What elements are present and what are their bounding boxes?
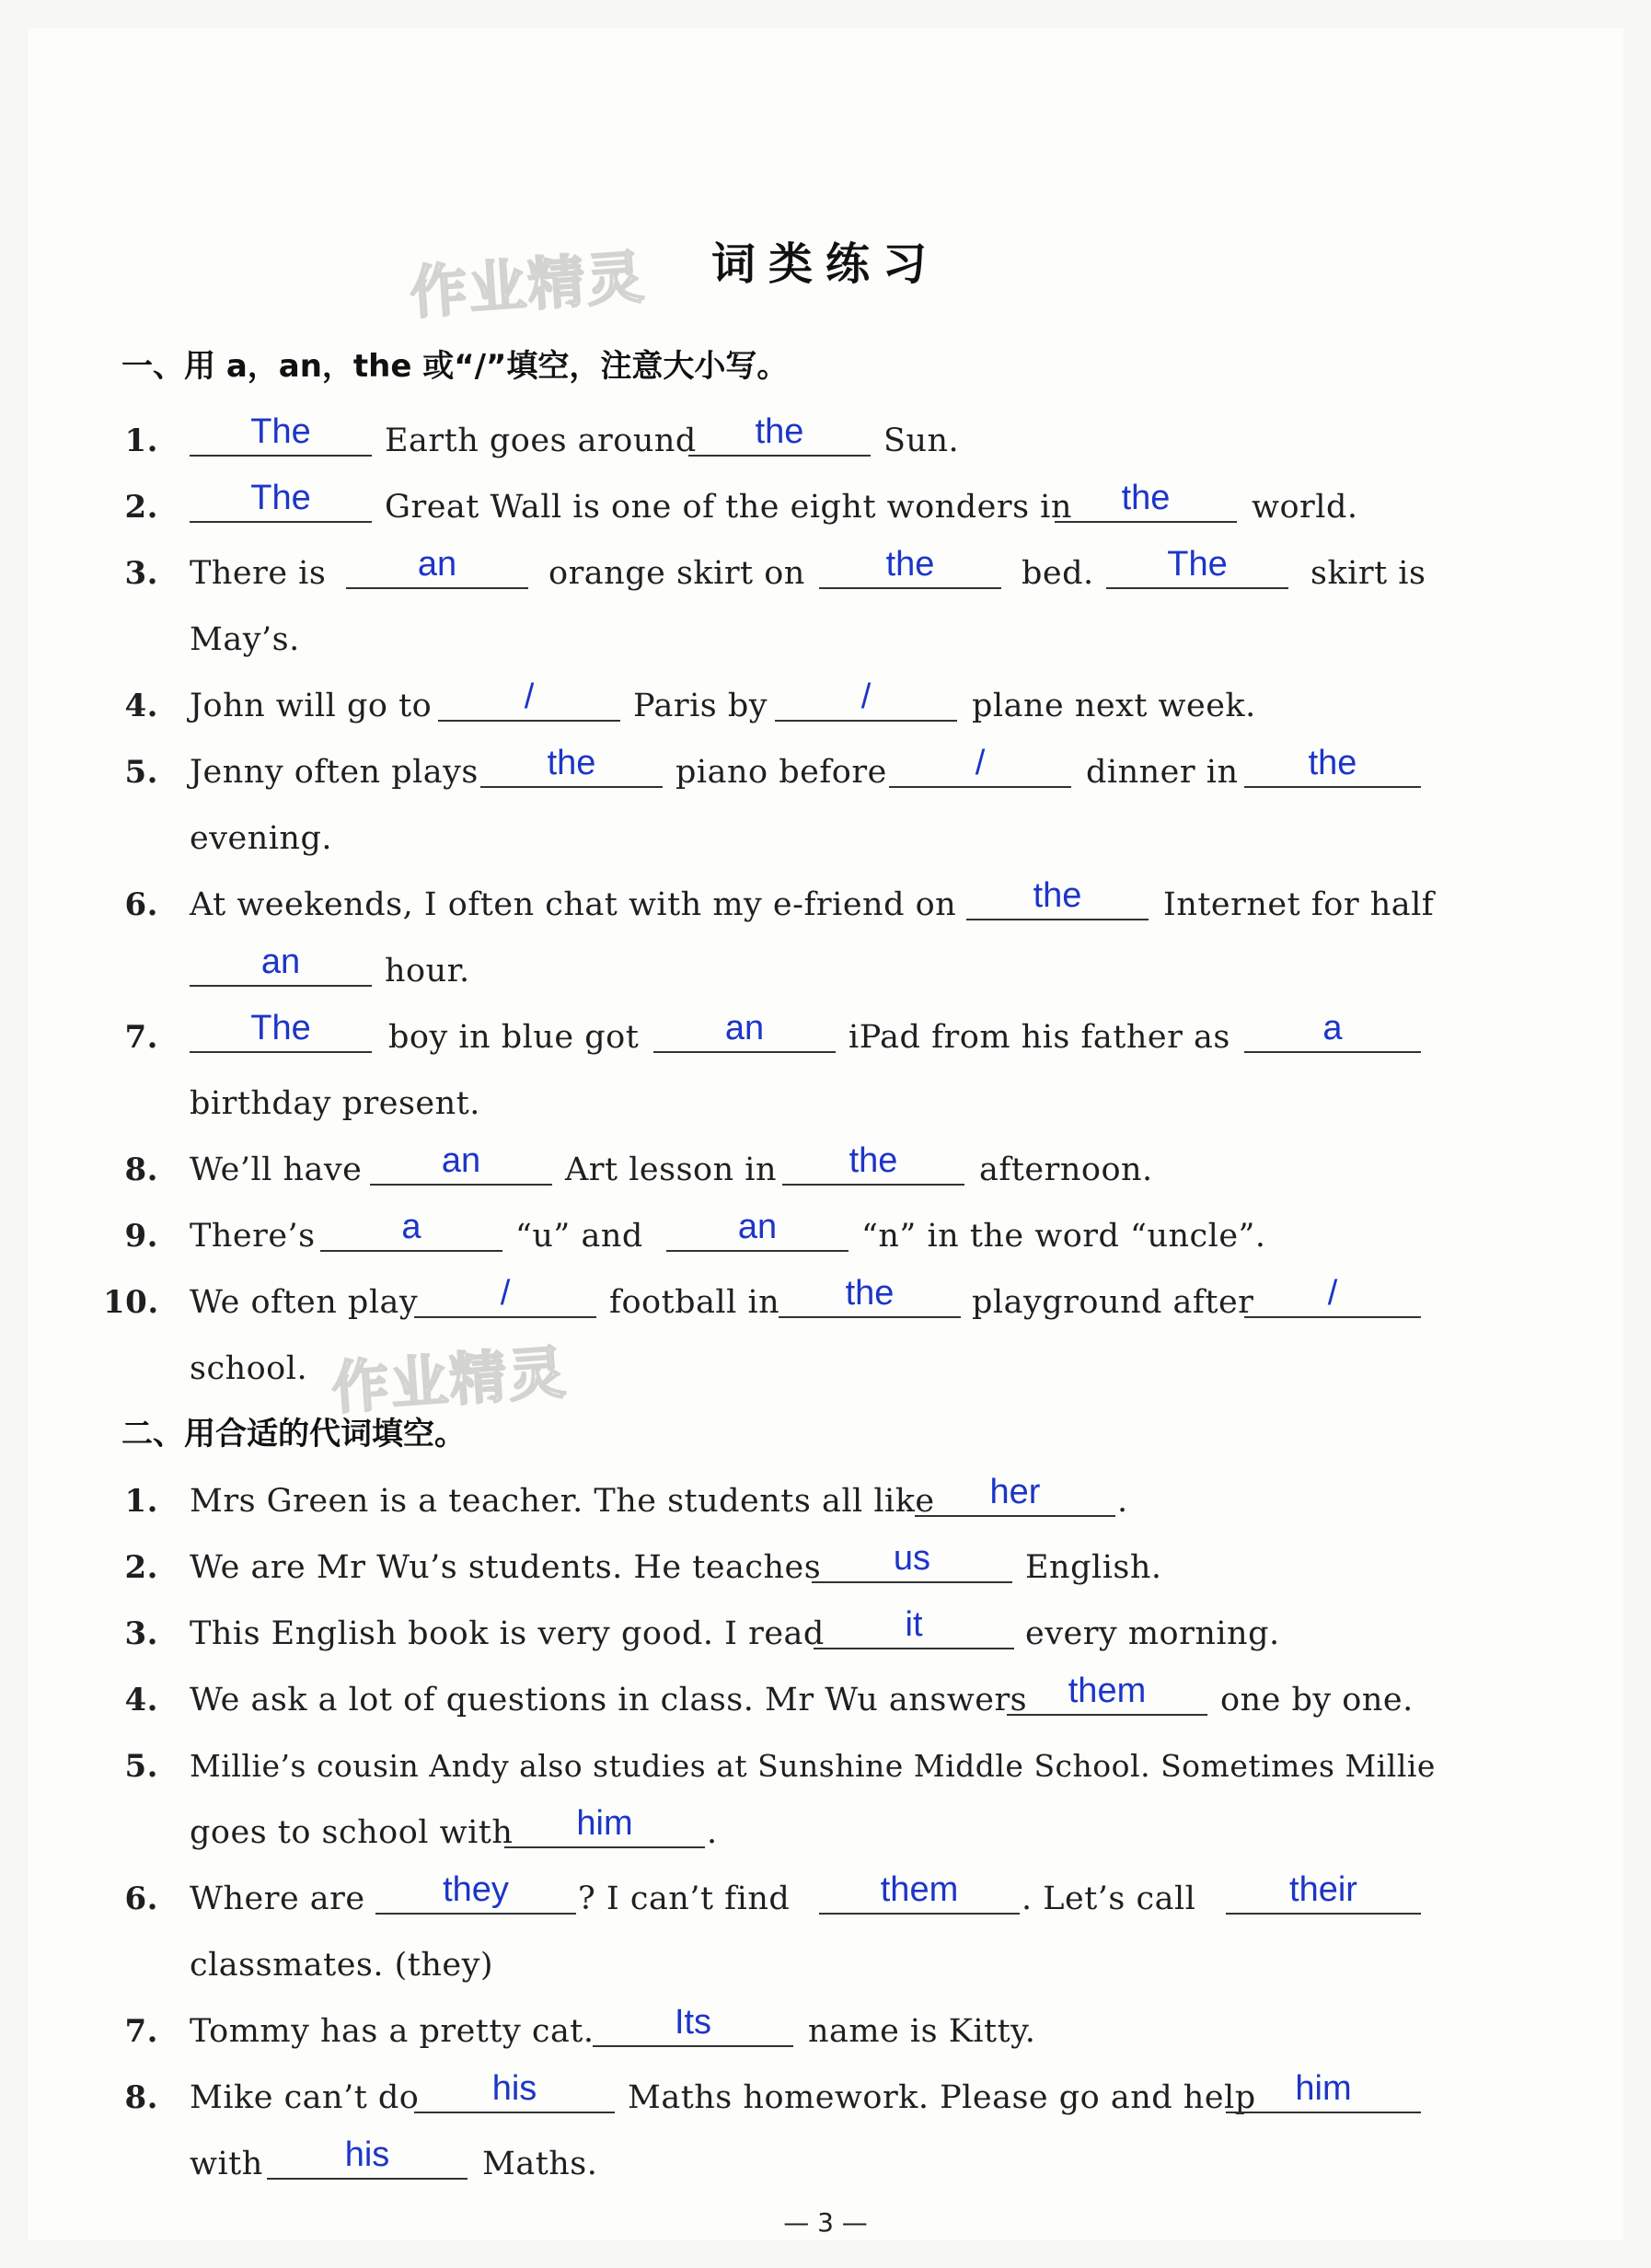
answer-text: they [443, 1870, 509, 1909]
question-text: Tommy has a pretty cat. [190, 2013, 595, 2050]
answer-text: them [880, 1870, 959, 1909]
answer-blank[interactable] [779, 1276, 961, 1318]
question-text: name is Kitty. [808, 2013, 1036, 2050]
answer-text: an [441, 1141, 481, 1180]
answer-text: The [250, 479, 311, 517]
question-text: playground after [972, 1284, 1254, 1321]
question-text: Art lesson in [565, 1151, 778, 1188]
answer-blank[interactable] [814, 1607, 1014, 1649]
question-text: Millie’s cousin Andy also studies at Sunshine Middle School. Sometimes Millie [190, 1748, 1436, 1784]
question-number: 10. [103, 1284, 159, 1321]
question-text: Maths. [482, 2146, 598, 2182]
question-text: “u” and [515, 1218, 643, 1255]
question-text: plane next week. [972, 688, 1256, 724]
answer-blank[interactable] [375, 1872, 576, 1915]
question-number: 1. [124, 1483, 158, 1520]
answer-blank[interactable] [1007, 1673, 1207, 1716]
answer-text: the [849, 1141, 898, 1180]
question-number: 2. [124, 1549, 158, 1586]
question-text: every morning. [1025, 1615, 1280, 1652]
question-text: We ask a lot of questions in class. Mr Wu answers [190, 1682, 1028, 1718]
answer-text: him [1295, 2069, 1352, 2108]
section-heading-1: 一、用 a，an，the 或“/”填空，注意大小写。 [121, 348, 789, 385]
question-text: dinner in [1086, 754, 1239, 791]
question-text: football in [609, 1284, 780, 1321]
question-number: 6. [124, 1880, 158, 1917]
answer-blank[interactable] [414, 1276, 596, 1318]
answer-blank[interactable] [190, 414, 372, 457]
answer-blank[interactable] [267, 2137, 468, 2180]
answer-text: a [401, 1208, 421, 1246]
question-text: . [1117, 1483, 1128, 1520]
page-number: — 3 — [783, 2207, 868, 2238]
answer-blank[interactable] [438, 679, 620, 722]
answer-blank[interactable] [1055, 480, 1237, 523]
watermark-logo: 作业精灵 [408, 243, 648, 327]
question-text: world. [1252, 489, 1358, 526]
question-number: 4. [124, 1682, 158, 1718]
question-number: 4. [124, 688, 158, 724]
question-number: 3. [124, 1615, 158, 1652]
answer-text: The [250, 412, 311, 451]
watermark-logo: 作业精灵 [329, 1338, 570, 1422]
question-text: piano before [675, 754, 887, 791]
question-text: classmates. (they) [190, 1947, 494, 1984]
answer-blank[interactable] [915, 1475, 1115, 1517]
question-text: Maths homework. Please go and help [628, 2079, 1256, 2116]
question-text: We’ll have [190, 1151, 363, 1188]
answer-text: their [1289, 1870, 1357, 1909]
answer-text: his [344, 2135, 390, 2174]
question-text: ? I can’t find [578, 1880, 791, 1917]
answer-blank[interactable] [775, 679, 957, 722]
answer-text: an [724, 1009, 765, 1047]
question-text: iPad from his father as [849, 1019, 1230, 1056]
answer-blank[interactable] [666, 1209, 849, 1252]
answer-text: / [975, 744, 986, 782]
question-text: At weekends, I often chat with my e-friend on [190, 886, 957, 923]
answer-text: an [260, 943, 301, 981]
question-text: Where are [190, 1880, 365, 1917]
question-number: 5. [124, 1748, 158, 1785]
question-text: There is [190, 555, 327, 592]
question-text: orange skirt on [548, 555, 805, 592]
answer-text: the [845, 1274, 895, 1313]
answer-blank[interactable] [653, 1011, 836, 1053]
question-text: Earth goes around [385, 422, 697, 459]
answer-text: the [1033, 876, 1082, 915]
answer-text: his [491, 2069, 537, 2108]
question-text: There’s [190, 1218, 316, 1255]
answer-blank[interactable] [190, 1011, 372, 1053]
question-text: Paris by [633, 688, 768, 724]
answer-blank[interactable] [889, 746, 1071, 788]
question-text: This English book is very good. I read [190, 1615, 825, 1652]
question-number: 7. [124, 2013, 158, 2050]
answer-text: Its [674, 2003, 712, 2042]
question-text: John will go to [190, 688, 433, 724]
question-text: Jenny often plays [190, 754, 479, 791]
answer-text: an [737, 1208, 778, 1246]
question-text: Mrs Green is a teacher. The students all like [190, 1483, 935, 1520]
answer-text: / [1327, 1274, 1338, 1313]
question-text: Mike can’t do [190, 2079, 420, 2116]
question-number: 9. [124, 1218, 158, 1255]
answer-text: her [989, 1473, 1041, 1511]
answer-blank[interactable] [782, 1143, 964, 1186]
answer-text: him [576, 1804, 633, 1843]
question-text: evening. [190, 820, 333, 857]
answer-blank[interactable] [370, 1143, 552, 1186]
question-text: boy in blue got [388, 1019, 640, 1056]
question-number: 6. [124, 886, 158, 923]
answer-text: us [893, 1539, 931, 1578]
question-text: “n” in the word “uncle”. [861, 1218, 1266, 1255]
answer-blank[interactable] [1244, 746, 1421, 788]
answer-blank[interactable] [1244, 1276, 1421, 1318]
question-text: afternoon. [979, 1151, 1153, 1188]
answer-text: / [860, 677, 872, 716]
question-number: 5. [124, 754, 158, 791]
question-number: 7. [124, 1019, 158, 1056]
answer-blank[interactable] [819, 547, 1001, 589]
question-text: Great Wall is one of the eight wonders in [385, 489, 1072, 526]
answer-text: a [1322, 1009, 1343, 1047]
answer-blank[interactable] [504, 1806, 705, 1848]
question-number: 3. [124, 555, 158, 592]
question-number: 8. [124, 1151, 158, 1188]
answer-text: The [250, 1009, 311, 1047]
question-text: . Let’s call [1022, 1880, 1196, 1917]
question-text: with [190, 2146, 263, 2182]
answer-blank[interactable] [593, 2005, 793, 2047]
section-heading-2: 二、用合适的代词填空。 [121, 1416, 466, 1452]
answer-blank[interactable] [190, 480, 372, 523]
answer-blank[interactable] [812, 1541, 1012, 1583]
answer-blank[interactable] [966, 878, 1149, 920]
answer-blank[interactable] [1106, 547, 1288, 589]
answer-text: the [1121, 479, 1171, 517]
answer-text: an [417, 545, 457, 584]
question-text: Internet for half [1163, 886, 1435, 923]
answer-blank[interactable] [688, 414, 871, 457]
answer-text: the [885, 545, 935, 584]
answer-text: the [755, 412, 804, 451]
answer-blank[interactable] [1244, 1011, 1421, 1053]
question-text: one by one. [1220, 1682, 1414, 1718]
answer-text: it [905, 1605, 923, 1644]
question-text: school. [190, 1350, 308, 1387]
page-title: 词类练习 [710, 238, 940, 290]
question-text: English. [1025, 1549, 1162, 1586]
question-text: May’s. [190, 621, 300, 658]
question-text: birthday present. [190, 1085, 480, 1122]
question-text: We often play [190, 1284, 419, 1321]
question-number: 1. [124, 422, 158, 459]
question-text: goes to school with [190, 1814, 514, 1851]
question-number: 8. [124, 2079, 158, 2116]
answer-blank[interactable] [480, 746, 663, 788]
answer-blank[interactable] [346, 547, 528, 589]
answer-blank[interactable] [1226, 2071, 1421, 2113]
answer-text: / [500, 1274, 511, 1313]
answer-blank[interactable] [819, 1872, 1020, 1915]
answer-blank[interactable] [1226, 1872, 1421, 1915]
answer-text: the [1308, 744, 1357, 782]
answer-text: The [1167, 545, 1228, 584]
question-text: We are Mr Wu’s students. He teaches [190, 1549, 822, 1586]
answer-text: / [524, 677, 535, 716]
question-text: Sun. [883, 422, 960, 459]
answer-text: the [547, 744, 596, 782]
answer-blank[interactable] [414, 2071, 615, 2113]
question-number: 2. [124, 489, 158, 526]
answer-text: them [1068, 1672, 1147, 1710]
answer-blank[interactable] [190, 944, 372, 987]
question-text: skirt is [1310, 555, 1426, 592]
answer-blank[interactable] [320, 1209, 502, 1252]
worksheet-page [28, 28, 1623, 2240]
question-text: hour. [385, 953, 470, 989]
question-text: . [707, 1814, 718, 1851]
question-text: bed. [1022, 555, 1094, 592]
